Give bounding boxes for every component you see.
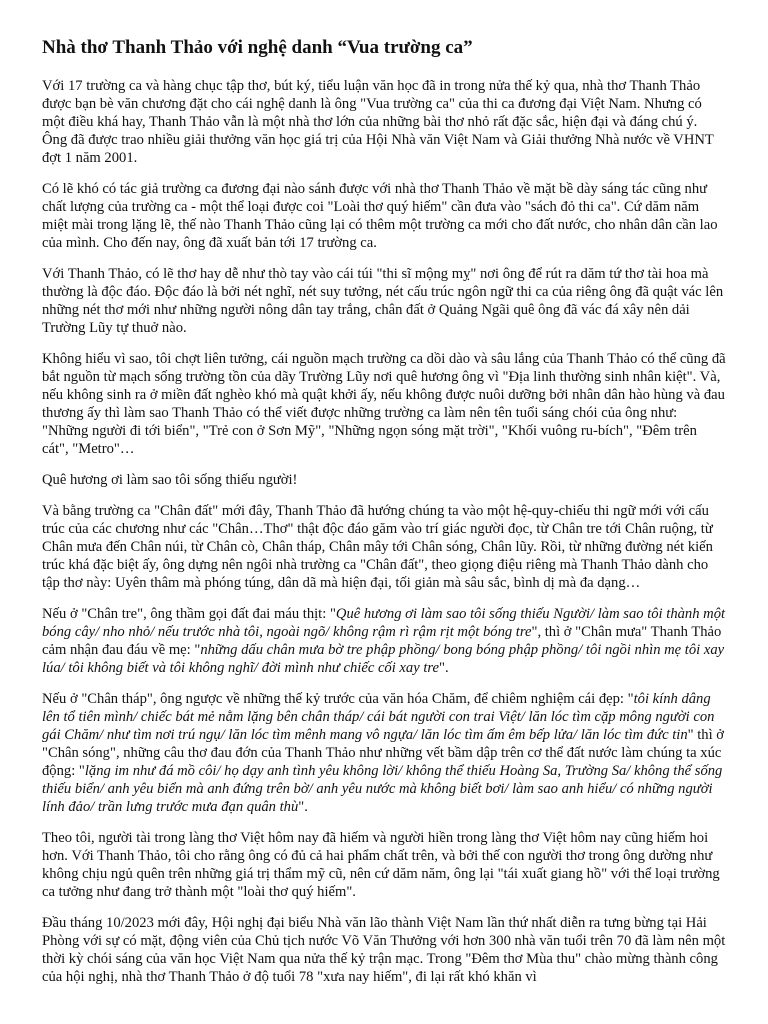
paragraph-7-text-1: Nếu ở "Chân tre", ông thầm gọi đất đai máu thịt: " xyxy=(42,606,336,622)
article-title: Nhà thơ Thanh Thảo với nghệ danh “Vua trường ca” xyxy=(42,37,473,58)
paragraph-8-text-1: Nếu ở "Chân tháp", ông ngược về những thế kỷ trước của văn hóa Chăm, để chiêm nghiệm cái đẹp: " xyxy=(42,691,634,707)
paragraph-7-quote-2: những dấu chân mưa bờ tre phập phồng/ bong bóng phập phồng/ tôi ngồi nhìn mẹ tôi xay lúa/ tôi không biết và tôi không nghĩ/ đời mình như chiếc cối xay tre xyxy=(42,642,725,676)
paragraph-10: Đầu tháng 10/2023 mới đây, Hội nghị đại biểu Nhà văn lão thành Việt Nam lần thứ nhất diễn ra tưng bừng tại Hải Phòng với sự có mặt, động viên của Chủ tịch nước Võ Văn Thưởng với hơn 300 nhà văn tuổi trên 70 đã làm nên một thời kỳ chói sáng của văn học Việt Nam qua nửa thế kỷ trận mạc. Trong "Đêm thơ Mùa thu" chào mừng thành công của hội nghị, nhà thơ Thanh Thảo ở độ tuổi 78 "xưa nay hiếm", đi lại rất khó khăn vì xyxy=(42,915,726,985)
paragraph-4: Không hiểu vì sao, tôi chợt liên tưởng, cái nguồn mạch trường ca dồi dào và sâu lắng của Thanh Thảo có thể cũng đã bắt nguồn từ mạch sống trường tồn của dãy Trường Lũy nơi quê hương ông vì "Địa linh thường sinh nhân kiệt". Và, nếu không sinh ra ở miền đất nghèo khó mà quật khởi ấy, nếu không được nuôi dưỡng bởi nhân dân hào hùng và đau thương ấy thì làm sao Thanh Thảo có thể viết được những trường ca làm nên tên tuổi sáng chói của ông như: "Những người đi tới biển", "Trẻ con ở Sơn Mỹ", "Những ngọn sóng mặt trời", "Khối vuông ru-bích", "Đêm trên cát", "Metro"… xyxy=(42,351,726,457)
paragraph-7 xyxy=(42,605,726,677)
paragraph-1: Với 17 trường ca và hàng chục tập thơ, bút ký, tiểu luận văn học đã in trong nửa thế kỷ qua, nhà thơ Thanh Thảo được bạn bè văn chương đặt cho cái nghệ danh là ông "Vua trường ca" của thi ca đương đại Việt Nam. Nhưng có một điều khá hay, Thanh Thảo vẫn là một nhà thơ lớn của những bài thơ nhỏ rất đặc sắc, hiện đại và đáng chú ý. Ông đã được trao nhiều giải thưởng văn học giá trị của Hội Nhà văn Việt Nam và Giải thưởng Nhà nước về VHNT đợt 1 năm 2001. xyxy=(42,78,714,166)
paragraph-8-quote-2: lặng im như đá mồ côi/ họ dạy anh tình yêu không lời/ không thể thiếu Hoàng Sa, Trường Sa/ không thể sống thiếu biển/ anh yêu biển mà anh đứng trên bờ/ anh yêu nước mà không biết bơi/ làm sao anh hiểu/ có những người lính đảo/ trần lưng trước mưa đạn quân thù xyxy=(42,763,723,815)
paragraph-9: Theo tôi, người tài trong làng thơ Việt hôm nay đã hiếm và người hiền trong làng thơ Việt hôm nay cũng hiếm hoi hơn. Với Thanh Thảo, tôi cho rằng ông có đủ cả hai phẩm chất trên, và bởi thế con người thơ trong ông dường như không chịu ngủ quên trên những giá trị thẩm mỹ cũ, nên cứ dăm năm, ông lại "tái xuất giang hồ" với thể loại trường ca tưởng như đang trở thành một "loài thơ quý hiếm". xyxy=(42,830,720,900)
paragraph-8-text-2: " thì ở "Chân sóng", những câu thơ đau đớn của Thanh Thảo như những vết bầm dập trên cơ thể đất nước làm chúng ta xúc động: " xyxy=(42,727,725,779)
paragraph-7-text-2: ", thì ở "Chân mưa" Thanh Thảo cảm nhận đau đáu về mẹ: " xyxy=(42,624,722,658)
paragraph-8-text-3: ". xyxy=(298,799,308,815)
paragraph-8-quote-1: tôi kính dâng lên tổ tiên mình/ chiếc bát mẻ nằm lặng bên chân tháp/ cái bát người con trai Việt/ lăn lóc tìm cặp mông người con gái Chăm/ như tìm nơi trú ngụ/ lăn lóc tìm mênh mang vô ngựa/ lăn lóc tìm ấm êm bếp lửa/ lăn lóc tìm đức tin xyxy=(42,691,715,743)
paragraph-7-quote-1: Quê hương ơi làm sao tôi sống thiếu Người/ làm sao tôi thành một bóng cây/ nho nhỏ/ nếu trước nhà tôi, ngoài ngõ/ không rậm rì rậm rịt một bóng tre xyxy=(42,606,726,640)
paragraph-3: Với Thanh Thảo, có lẽ thơ hay dễ như thò tay vào cái túi "thi sĩ mộng mỵ" nơi ông để rút ra dăm tứ thơ tài hoa mà thường là độc đáo. Độc đáo là bởi nét nghĩ, nét suy tưởng, nét cấu trúc ngôn ngữ thi ca của riêng ông đã quật vác lên những nét thơ mới như những người nông dân tay trắng, chân đất ở Quảng Ngãi quê ông đã vác đá xây nên dải Trường Lũy tự thuở nào. xyxy=(42,266,724,336)
paragraph-7-text-3: ". xyxy=(439,660,449,676)
paragraph-2: Có lẽ khó có tác giả trường ca đương đại nào sánh được với nhà thơ Thanh Thảo về mặt bề dày sáng tác cũng như chất lượng của trường ca - một thể loại được coi "Loài thơ quý hiếm" cần đưa vào "sách đỏ thi ca". Cứ dăm năm miệt mài trong lặng lẽ, thế nào Thanh Thảo cũng lại có thêm một trường ca mới cho đất nước, cho nhân dân cần lao của mình. Cho đến nay, ông đã xuất bản tới 17 trường ca. xyxy=(42,181,718,251)
paragraph-8 xyxy=(42,690,726,816)
paragraph-5: Quê hương ơi làm sao tôi sống thiếu người! xyxy=(42,472,298,488)
paragraph-6: Và bằng trường ca "Chân đất" mới đây, Thanh Thảo đã hướng chúng ta vào một hệ-quy-chiếu thi ngữ mới với cấu trúc của các chương như các "Chân…Thơ" thật độc đáo găm vào trí giác người đọc, từ Chân tre tới Chân ruộng, từ Chân mưa đến Chân núi, từ Chân cò, Chân tháp, Chân mây tới Chân sóng, Chân lũy. Rồi, từ những đường nét kiến trúc khá đặc biệt ấy, ông dựng nên ngôi nhà trường ca "Chân đất", theo giọng điệu riêng mà Thanh Thảo dành cho tập thơ này: Uyên thâm mà phóng túng, dân dã mà hiện đại, tối giản mà sâu sắc, bình dị mà đa dạng… xyxy=(42,503,713,591)
